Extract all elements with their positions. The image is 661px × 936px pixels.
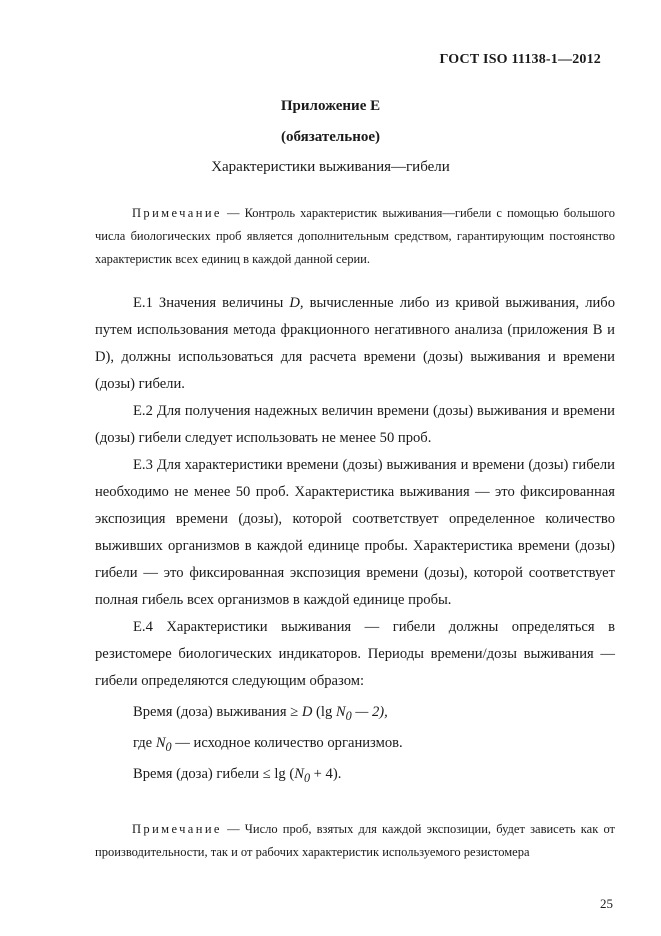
- formula-kill: Время (доза) гибели ≤ $\lg (N_0 + 4)$.: [133, 765, 342, 785]
- note-block-2: [95, 818, 615, 864]
- note-label-1: Примечание: [132, 206, 222, 220]
- annex-title: Приложение Е: [280, 98, 381, 114]
- variable-d: D,: [289, 295, 304, 311]
- paragraph-e1: Е.1 Значения величины D, вычисленные либо из кривой выживания, либо путем использования метода фракционного негативного анализа (приложения В и D), должны использоваться для расчета времени (дозы) выживания и времени (дозы) гибели.: [95, 295, 616, 392]
- note-dash-1: —: [221, 206, 245, 220]
- note-text-1: [95, 202, 615, 271]
- note-dash-2: —: [221, 822, 245, 836]
- annex-status: (обязательное): [280, 129, 381, 145]
- paragraph-e4: Е.4 Характеристики выживания — гибели должны определяться в резистомере биологических индикаторов. Периоды времени/дозы выживания — гибели определяются следующим образом:: [95, 619, 615, 689]
- note-label-2: Примечание: [132, 822, 222, 836]
- annex-subtitle: Характеристики выживания—гибели: [211, 159, 450, 175]
- paragraph-e2: Е.2 Для получения надежных величин времени (дозы) выживания и времени (дозы) гибели следует использовать не менее 50 проб.: [95, 403, 615, 446]
- paragraph-e3: Е.3 Для характеристики времени (дозы) выживания и времени (дозы) гибели необходимо не менее 50 проб. Характеристика выживания — это фиксированная экспозиция времени (дозы), которой соответствует определенное количество выживших организмов в каждой единице пробы. Характеристика времени (дозы) гибели — это фиксированная экспозиция времени (дозы), которой соответствует полная гибель всех организмов в каждой единице пробы.: [95, 457, 615, 608]
- formula-definition: где $N_0$ — исходное количество организмов.: [133, 734, 403, 754]
- note-text-2: [95, 818, 615, 864]
- note-body-2: Число проб, взятых для каждой экспозиции, будет зависеть как от производительности, так и от рабочих характеристик используемого резистомера: [95, 822, 615, 859]
- note-block-1: [95, 202, 615, 271]
- annex-body: [95, 290, 615, 792]
- page-number: 25: [600, 896, 613, 911]
- formula-survival: Время (доза) выживания ≥ D (lg $N_0$ — 2),: [133, 704, 388, 723]
- standard-number-header: ГОСТ ISO 11138-1—2012: [439, 52, 601, 67]
- note-body-1: Контроль характеристик выживания—гибели с помощью большого числа биологических проб является дополнительным средством, гарантирующим постоянство характеристик всех единиц в каждой данной серии.: [95, 206, 615, 266]
